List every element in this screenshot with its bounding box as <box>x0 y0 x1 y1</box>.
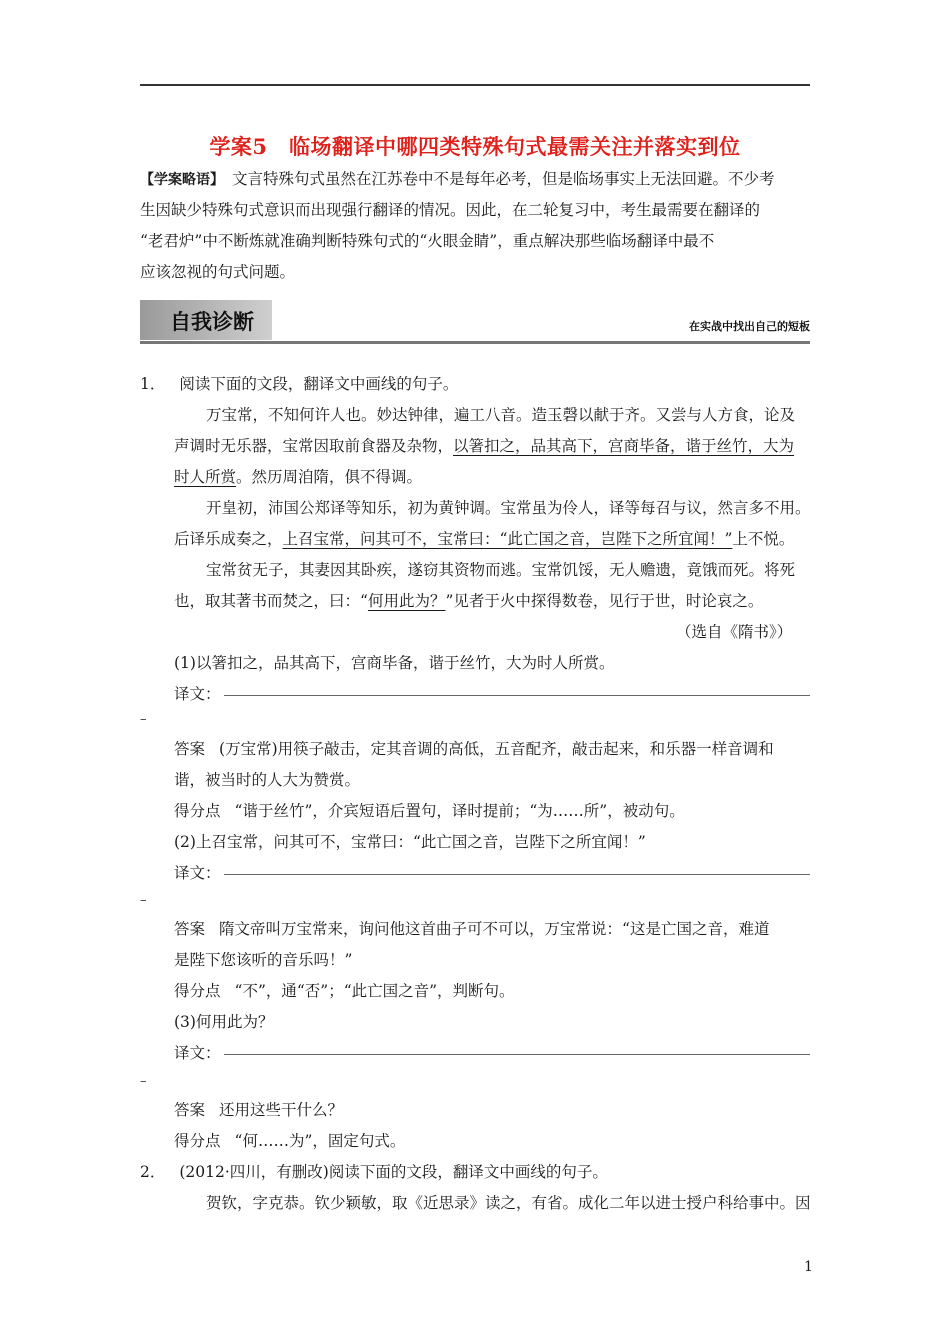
dash-mark: – <box>140 1074 147 1089</box>
dash-mark: – <box>140 893 147 908</box>
answer-text: (万宝常)用筷子敲击，定其音调的高低，五音配齐，敲击起来，和乐器一样音调和 <box>219 740 774 758</box>
answer-line-2: 谐，被当时的人大为赞赏。 <box>174 771 361 789</box>
translation-label: 译文： <box>174 864 221 882</box>
q1-passage-line <box>174 462 422 493</box>
item-question: (3)何用此为？ <box>174 1013 274 1031</box>
passage-text: 声调时无乐器，宝常因取前食器及杂物， <box>174 437 454 455</box>
summary-line-2: 生因缺少特殊句式意识而出现强行翻译的情况。因此，在二轮复习中，考生最需要在翻译的 <box>140 201 761 219</box>
q2-number: 2． <box>140 1163 166 1181</box>
translation-label: 译文： <box>174 685 221 703</box>
point-text: “谐于丝竹”，介宾短语后置句，译时提前；“为……所”，被动句。 <box>234 802 685 820</box>
point-label: 得分点 <box>174 982 221 1000</box>
section-heading: 自我诊断 <box>170 310 254 334</box>
q1-passage-line: 宝常贫无子，其妻因其卧疾，遂窃其资物而逃。宝常饥馁，无人赡遗，竟饿而死。将死 <box>206 561 796 579</box>
q1-passage-line <box>174 431 794 462</box>
underlined-sentence: 何用此为？ <box>367 592 446 610</box>
passage-text: 后译乐成奏之， <box>174 530 283 548</box>
answer-line-2: 是陛下您该听的音乐吗！” <box>174 951 353 969</box>
translation-input-line[interactable] <box>224 695 810 696</box>
scoring-point <box>174 1126 405 1157</box>
summary-line-3: “老君炉”中不断炼就准确判断特殊句式的“火眼金睛”，重点解决那些临场翻译中最不 <box>140 232 715 250</box>
item-question: (1)以箸扣之，品其高下，宫商毕备，谐于丝竹，大为时人所赏。 <box>174 654 615 672</box>
q1-passage-line: 万宝常，不知何许人也。妙达钟律，遍工八音。造玉磬以献于齐。又尝与人方食，论及 <box>206 406 796 424</box>
point-text: “何……为”，固定句式。 <box>234 1132 406 1150</box>
scoring-point <box>174 976 515 1007</box>
section-subtitle: 在实战中找出自己的短板 <box>689 320 810 333</box>
answer-text: 隋文帝叫万宝常来，询问他这首曲子可不可以，万宝常说：“这是亡国之音，难道 <box>219 920 770 938</box>
answer-label: 答案 <box>174 1101 206 1119</box>
item-question: (2)上召宝常，问其可不，宝常曰：“此亡国之音，岂陛下之所宜闻！” <box>174 833 646 851</box>
passage-text: 上不悦。 <box>732 530 795 548</box>
q1-passage-line <box>174 586 763 617</box>
q1-header <box>140 369 458 400</box>
section-rule <box>140 341 810 344</box>
q2-prompt: (2012·四川，有删改)阅读下面的文段，翻译文中画线的句子。 <box>179 1163 608 1181</box>
answer-label: 答案 <box>174 740 206 758</box>
translation-label: 译文： <box>174 1044 221 1062</box>
summary-tag: 【学案略语】 <box>140 172 224 188</box>
answer-line-1 <box>174 734 774 765</box>
answer-label: 答案 <box>174 920 206 938</box>
q1-passage-line: 开皇初，沛国公郑译等知乐，初为黄钟调。宝常虽为伶人，译等每召与议，然言多不用。 <box>206 499 811 517</box>
underlined-sentence: 以箸扣之，品其高下，宫商毕备，谐于丝竹，大为 <box>453 437 795 455</box>
summary-line-1 <box>140 164 775 196</box>
point-text: “不”，通“否”；“此亡国之音”，判断句。 <box>234 982 515 1000</box>
page-number: 1 <box>804 1259 813 1275</box>
q1-prompt: 阅读下面的文段，翻译文中画线的句子。 <box>179 375 459 393</box>
translation-input-line[interactable] <box>224 874 810 875</box>
top-rule <box>140 84 810 86</box>
underlined-sentence: 时人所赏 <box>174 468 237 486</box>
dash-mark: – <box>140 712 147 727</box>
q1-passage-line <box>174 524 794 555</box>
answer-text: 还用这些干什么？ <box>219 1101 344 1119</box>
q2-header <box>140 1157 608 1188</box>
underlined-sentence: 上召宝常，问其可不，宝常曰：“此亡国之音，岂陛下之所宜闻！” <box>282 530 733 548</box>
page-title: 学案5 临场翻译中哪四类特殊句式最需关注并落实到位 <box>209 134 741 159</box>
q2-passage-line: 贺钦，字克恭。钦少颖敏，取《近思录》读之，有省。成化二年以进士授户科给事中。因 <box>206 1194 811 1212</box>
passage-text: ”见者于火中探得数卷，见行于世，时论哀之。 <box>445 592 764 610</box>
answer-line-1 <box>174 1095 343 1126</box>
passage-text: 也，取其著书而焚之，曰：“ <box>174 592 368 610</box>
section-bar <box>140 300 810 344</box>
q1-number: 1． <box>140 375 166 393</box>
summary-text-1: 文言特殊句式虽然在江苏卷中不是每年必考，但是临场事实上无法回避。不少考 <box>232 170 775 188</box>
scoring-point <box>174 796 685 827</box>
passage-source: （选自《隋书》） <box>676 623 793 641</box>
translation-input-line[interactable] <box>224 1054 810 1055</box>
answer-line-1 <box>174 914 769 945</box>
passage-text: 。然历周洎隋，俱不得调。 <box>236 468 423 486</box>
summary-line-4: 应该忽视的句式问题。 <box>140 263 296 281</box>
point-label: 得分点 <box>174 1132 221 1150</box>
point-label: 得分点 <box>174 802 221 820</box>
